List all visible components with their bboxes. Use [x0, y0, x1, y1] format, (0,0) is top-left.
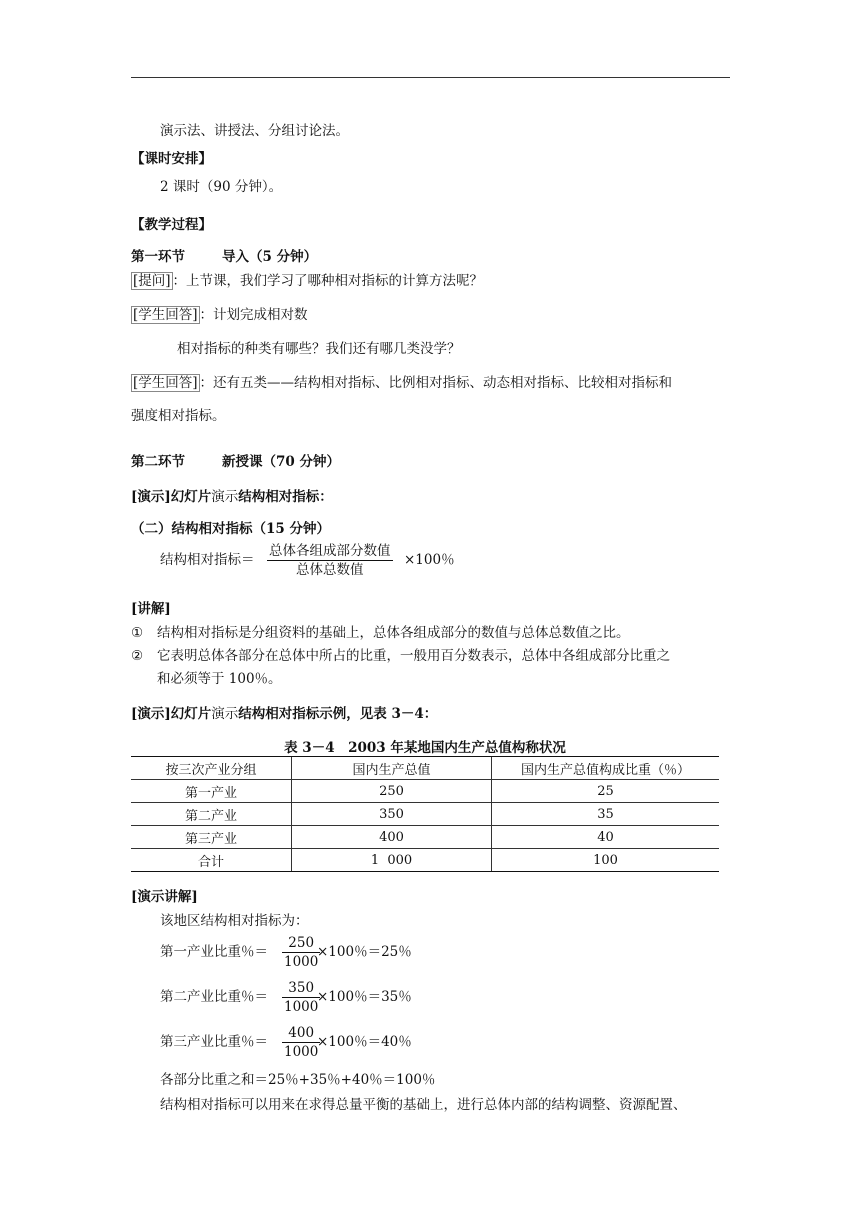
table-cell: 400: [292, 826, 492, 849]
point1-mark: ①: [131, 625, 144, 641]
sum-text: 各部分比重之和＝25％+35％+40％＝100％: [160, 1072, 436, 1088]
table-cell: 合计: [131, 849, 292, 872]
demo1-tag: [演示]: [131, 489, 171, 505]
table-header: 国内生产总值构成比重（％）: [492, 757, 720, 780]
table-cell: 1 000: [292, 849, 492, 872]
explain-intro: 该地区结构相对指标为：: [160, 913, 309, 929]
table-cell: 第一产业: [131, 780, 292, 803]
point2-text: 它表明总体各部分在总体中所占的比重，一般用百分数表示，总体中各组成部分比重之: [157, 648, 670, 664]
question-line: [131, 272, 483, 290]
demo2-verb: 演示: [211, 706, 239, 722]
table-cell: 350: [292, 803, 492, 826]
formula3-tail: ×100％＝40％: [317, 1034, 412, 1050]
formula3-denominator: 1000: [284, 1044, 319, 1060]
formula2-tail: ×100％＝35％: [317, 989, 412, 1005]
formula2-label: 第二产业比重％＝: [160, 989, 268, 1005]
section1-subtitle: 导入（5 分钟）: [222, 249, 318, 265]
demo1-slide: 幻灯片: [170, 489, 212, 505]
point2-mark: ②: [131, 648, 144, 664]
formula1-denominator: 1000: [284, 954, 319, 970]
gdp-table: [131, 756, 719, 872]
formula2-numerator: 350: [288, 980, 315, 996]
formula3-fraction: [282, 1025, 320, 1060]
demo1-verb: 演示: [211, 489, 239, 505]
table-caption: 表 3－4 2003 年某地国内生产总值构称状况: [284, 740, 566, 756]
schedule-heading: 【课时安排】: [131, 151, 212, 167]
formula-label: 结构相对指标＝: [160, 552, 255, 568]
formula1-fraction: [282, 935, 320, 970]
formula2-denominator: 1000: [284, 999, 319, 1015]
table-cell: 40: [492, 826, 720, 849]
demo1-topic: 结构相对指标：: [238, 489, 333, 505]
lecture-tag: [讲解]: [131, 601, 171, 617]
formula1-tail: ×100％＝25％: [317, 944, 412, 960]
point2-cont: 和必须等于 100％。: [157, 671, 282, 687]
table-row: [131, 780, 719, 803]
demo2-tag: [演示]: [131, 706, 171, 722]
formula1-numerator: 250: [288, 935, 315, 951]
answer2-text: ：还有五类——结构相对指标、比例相对指标、动态相对指标、比较相对指标和: [199, 375, 673, 391]
answer2-line: [131, 374, 672, 392]
table-header-row: [131, 757, 719, 780]
section2-subtitle: 新授课（70 分钟）: [222, 454, 340, 470]
formula1-label: 第一产业比重％＝: [160, 944, 268, 960]
formula2-fraction: [282, 980, 320, 1015]
answer1-line: [131, 306, 308, 324]
table-cell: 25: [492, 780, 720, 803]
table-header: 国内生产总值: [292, 757, 492, 780]
demo2-slide: 幻灯片: [170, 706, 212, 722]
process-heading: 【教学过程】: [131, 217, 212, 233]
point1-text: 结构相对指标是分组资料的基础上，总体各组成部分的数值与总体总数值之比。: [157, 625, 630, 641]
table-cell: 100: [492, 849, 720, 872]
explain-tag: [演示讲解]: [131, 889, 198, 905]
table-header: 按三次产业分组: [131, 757, 292, 780]
answer1-tag: [学生回答]: [133, 307, 198, 323]
table-cell: 第三产业: [131, 826, 292, 849]
formula-denominator: 总体总数值: [296, 562, 364, 578]
question2-text: 相对指标的种类有哪些？我们还有哪几类没学？: [177, 341, 461, 357]
table-cell: 35: [492, 803, 720, 826]
formula-fraction: [267, 543, 393, 578]
formula-tail: ×100％: [404, 552, 455, 568]
methods-text: 演示法、讲授法、分组讨论法。: [160, 123, 349, 139]
table-row-total: [131, 849, 719, 872]
formula-numerator: 总体各组成部分数值: [269, 543, 391, 559]
table-cell: 第二产业: [131, 803, 292, 826]
answer1-text: ：计划完成相对数: [199, 307, 308, 323]
table-cell: 250: [292, 780, 492, 803]
demo2-line: [131, 705, 437, 723]
demo2-topic: 结构相对指标示例，见表 3－4：: [238, 706, 438, 722]
question-text: ：上节课，我们学习了哪种相对指标的计算方法呢？: [172, 273, 484, 289]
table-row: [131, 826, 719, 849]
table-row: [131, 803, 719, 826]
formula3-numerator: 400: [288, 1025, 315, 1041]
last-line: 结构相对指标可以用来在求得总量平衡的基础上，进行总体内部的结构调整、资源配置、: [160, 1097, 687, 1113]
answer2-cont: 强度相对指标。: [131, 408, 226, 424]
answer2-tag: [学生回答]: [133, 375, 198, 391]
formula3-label: 第三产业比重％＝: [160, 1034, 268, 1050]
sub-heading: （二）结构相对指标（15 分钟）: [131, 521, 330, 537]
schedule-text: 2 课时（90 分钟）。: [160, 179, 283, 195]
header-rule: [131, 77, 730, 78]
question-tag: [提问]: [133, 273, 171, 289]
section1-title: 第一环节: [131, 249, 185, 265]
section2-title: 第二环节: [131, 454, 185, 470]
demo1-line: [131, 488, 333, 506]
